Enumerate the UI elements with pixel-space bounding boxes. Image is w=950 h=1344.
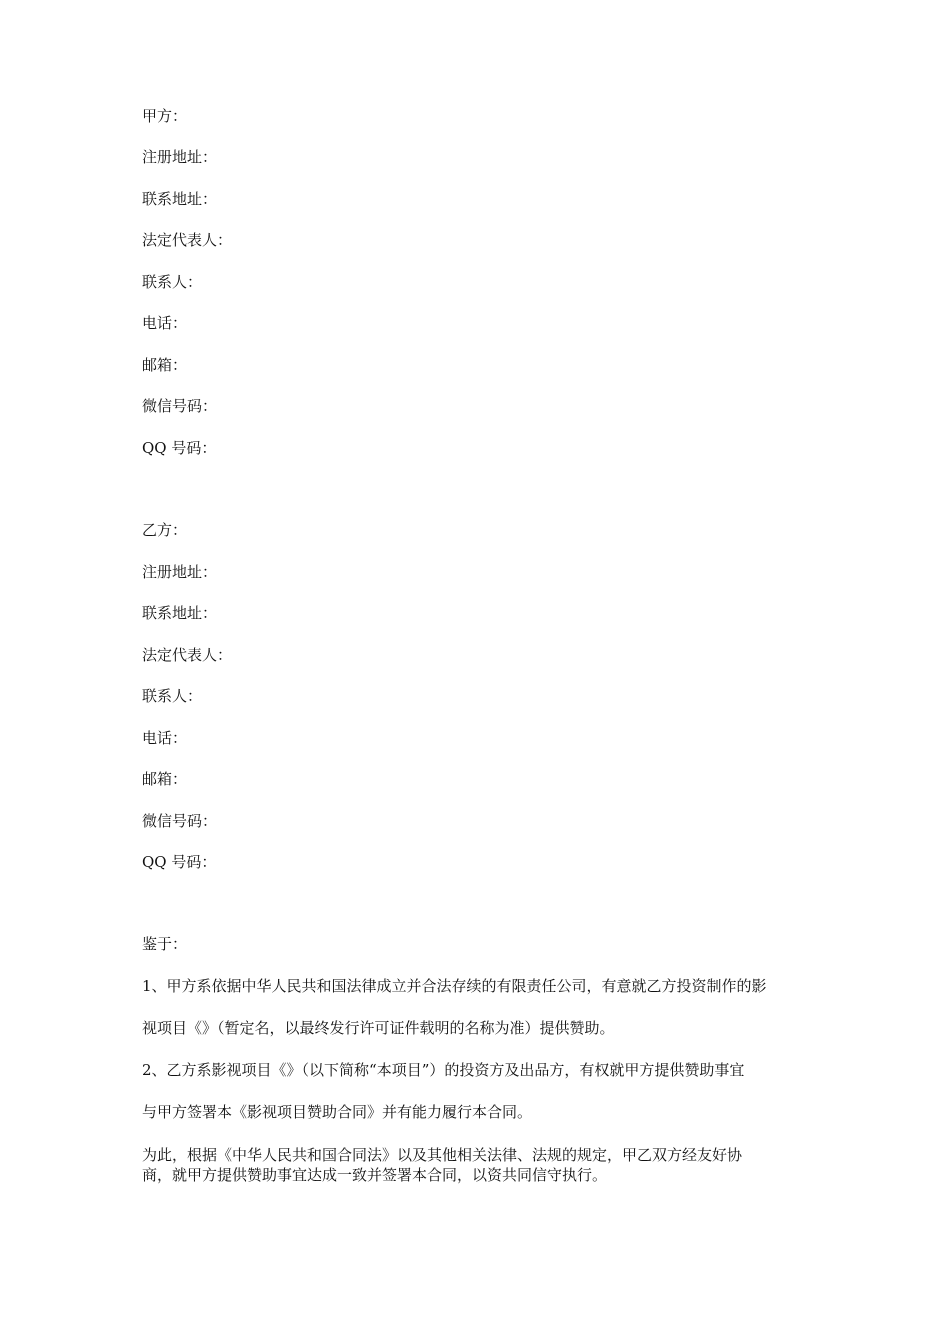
party-b-contact-address: 联系地址：	[142, 604, 218, 622]
conclusion-line-2: 商，就甲方提供赞助事宜达成一致并签署本合同，以资共同信守执行。	[142, 1166, 608, 1184]
party-b-contact-person: 联系人：	[142, 687, 203, 705]
party-a-phone: 电话：	[142, 314, 188, 332]
party-a-qq: QQ 号码：	[142, 439, 217, 457]
whereas-clause-1-line-1: 1、甲方系依据中华人民共和国法律成立并合法存续的有限责任公司，有意就乙方投资制作的影	[142, 977, 767, 995]
party-b-registered-address: 注册地址：	[142, 563, 218, 581]
party-a-wechat: 微信号码：	[142, 397, 218, 415]
party-b-phone: 电话：	[142, 729, 188, 747]
party-b-title: 乙方：	[142, 521, 188, 539]
conclusion-line-1: 为此，根据《中华人民共和国合同法》以及其他相关法律、法规的规定，甲乙双方经友好协	[142, 1146, 743, 1164]
party-a-title: 甲方：	[142, 107, 188, 125]
party-a-contact-address: 联系地址：	[142, 190, 218, 208]
whereas-clause-2-line-2: 与甲方签署本《影视项目赞助合同》并有能力履行本合同。	[142, 1103, 533, 1121]
party-a-legal-representative: 法定代表人：	[142, 231, 233, 249]
party-b-wechat: 微信号码：	[142, 812, 218, 830]
whereas-clause-2-line-1: 2、乙方系影视项目《》（以下简称“本项目”）的投资方及出品方，有权就甲方提供赞助事宜	[142, 1061, 745, 1079]
party-a-email: 邮箱：	[142, 356, 188, 374]
party-a-contact-person: 联系人：	[142, 273, 203, 291]
whereas-title: 鉴于：	[142, 935, 188, 953]
whereas-clause-1-line-2: 视项目《》（暂定名，以最终发行许可证件载明的名称为准）提供赞助。	[142, 1019, 615, 1037]
party-b-email: 邮箱：	[142, 770, 188, 788]
party-b-qq: QQ 号码：	[142, 853, 217, 871]
party-a-registered-address: 注册地址：	[142, 148, 218, 166]
party-b-legal-representative: 法定代表人：	[142, 646, 233, 664]
